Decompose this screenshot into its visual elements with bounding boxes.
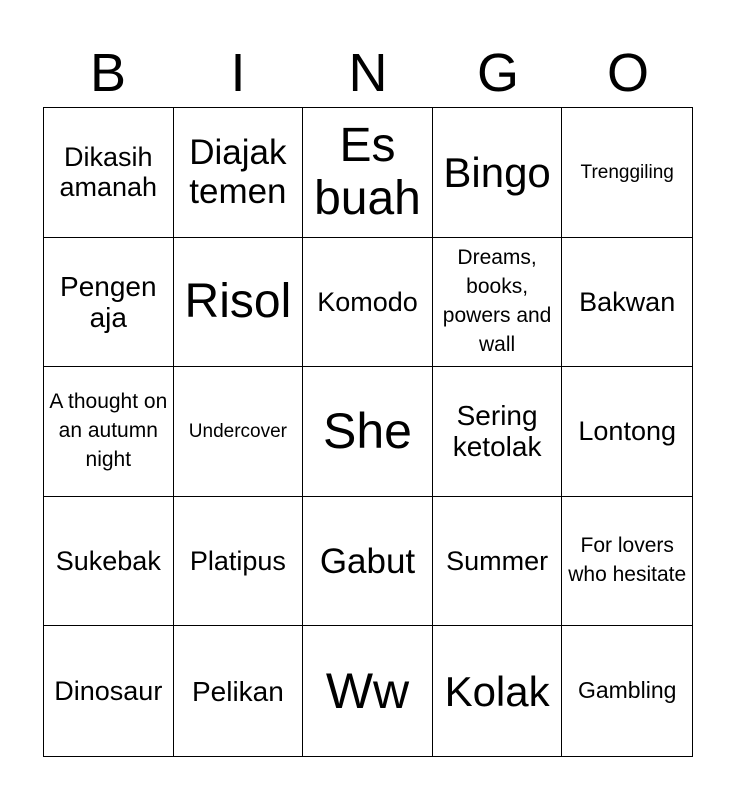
cell-label: Sukebak [55,545,161,576]
bingo-cell[interactable] [303,238,433,368]
bingo-cell[interactable] [44,108,174,238]
bingo-header [43,38,693,108]
cell-label: Es buah [314,118,421,226]
cell-label: Diajak temen [189,133,287,212]
cell-label: Lontong [578,416,676,447]
cell-label: Summer [446,545,549,576]
bingo-cell[interactable] [562,108,692,238]
header-letter-b: B [89,43,127,103]
cell-label: For lovers who hesitate [568,534,687,587]
bingo-cell[interactable] [562,367,692,497]
cell-label: Dikasih amanah [59,142,158,203]
bingo-cell[interactable] [44,626,174,756]
bingo-cell[interactable] [433,108,563,238]
bingo-cell[interactable] [174,238,304,368]
bingo-cell[interactable] [44,367,174,497]
cell-label: Platipus [189,545,286,576]
cell-label: Risol [184,275,292,329]
cell-label: Sering ketolak [452,400,542,463]
cell-label: She [323,403,412,460]
header-letter-o: O [606,43,649,103]
bingo-cell[interactable] [174,497,304,627]
cell-label: Undercover [188,420,287,442]
bingo-cell[interactable] [303,626,433,756]
header-letter-i: I [230,43,246,103]
cell-label: Bingo [443,148,551,196]
cell-label: Bakwan [579,286,676,317]
bingo-cell[interactable] [44,497,174,627]
header-letter-g: G [476,43,519,103]
cell-label: Gabut [319,541,416,581]
cell-label: Kolak [444,667,550,715]
bingo-cell[interactable] [562,238,692,368]
cell-label: Dreams, books, powers and wall [442,245,552,356]
bingo-cell[interactable] [433,238,563,368]
cell-label: Dinosaur [54,676,163,707]
bingo-cell[interactable] [562,626,692,756]
bingo-cell[interactable] [562,497,692,627]
bingo-cell[interactable] [433,367,563,497]
bingo-cell[interactable] [44,238,174,368]
cell-label: Ww [325,663,410,720]
cell-label: Pelikan [191,675,284,707]
bingo-cell[interactable] [174,108,304,238]
header-letter-n: N [348,43,388,103]
cell-label: A thought on an autumn night [49,390,168,471]
bingo-board [43,107,693,757]
bingo-cell[interactable] [174,367,304,497]
cell-label: Pengen aja [60,270,157,333]
bingo-cell[interactable] [433,497,563,627]
bingo-cell[interactable] [303,367,433,497]
bingo-cell[interactable] [303,497,433,627]
cell-label: Komodo [317,286,418,317]
cell-label: Gambling [577,677,677,704]
bingo-cell[interactable] [303,108,433,238]
bingo-cell[interactable] [433,626,563,756]
bingo-cell[interactable] [174,626,304,756]
cell-label: Trenggiling [580,161,674,183]
